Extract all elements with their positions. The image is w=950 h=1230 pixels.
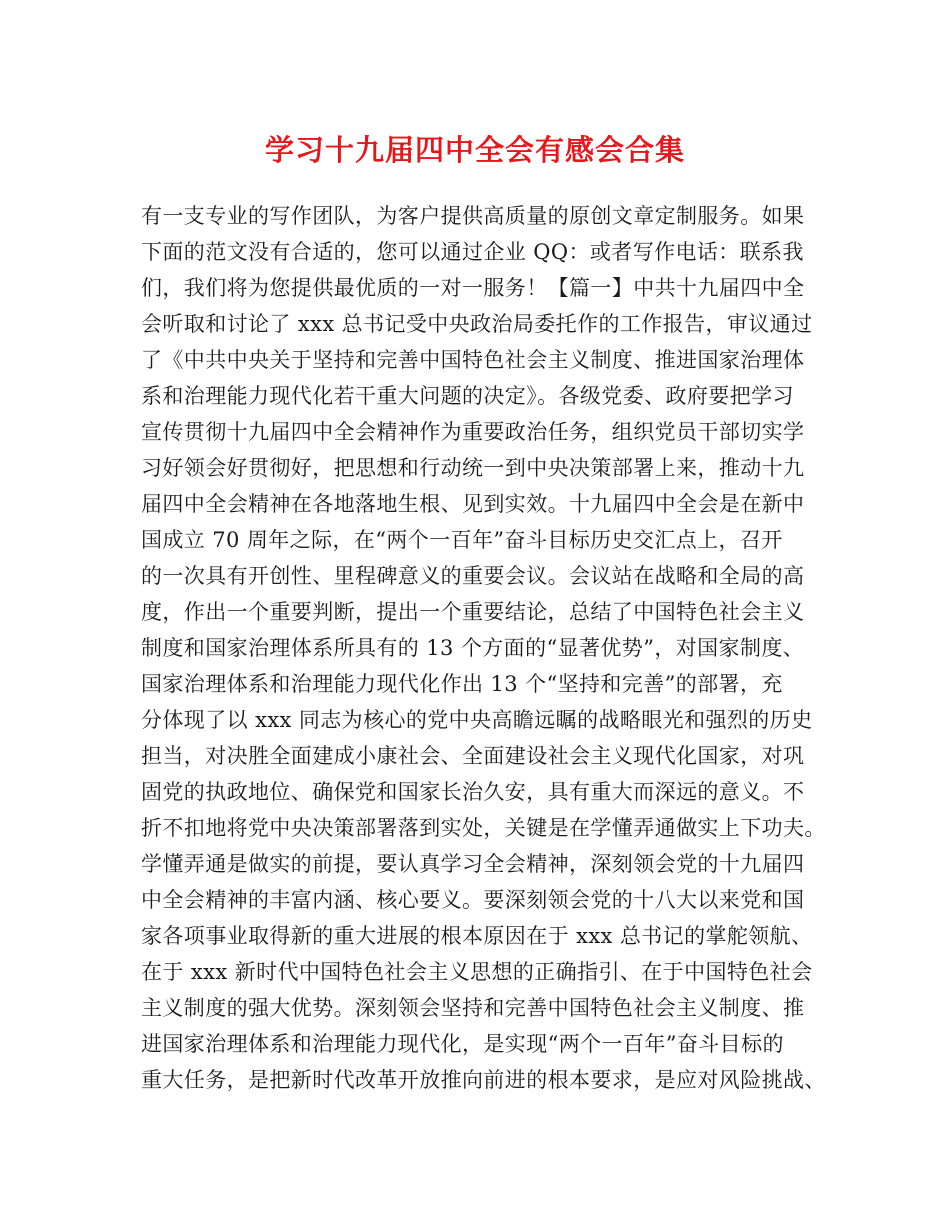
body-line: 有一支专业的写作团队，为客户提供高质量的原创文章定制服务。如果 — [141, 204, 805, 228]
body-line: 了《中共中央关于坚持和完善中国特色社会主义制度、推进国家治理体 — [141, 348, 805, 372]
body-line: 家各项事业取得新的重大进展的根本原因在于 xxx 总书记的掌舵领航、 — [141, 924, 813, 948]
body-line: 主义制度的强大优势。深刻领会坚持和完善中国特色社会主义制度、推 — [141, 996, 805, 1020]
body-line: 下面的范文没有合适的，您可以通过企业 QQ：或者写作电话：联系我 — [141, 240, 804, 264]
body-line: 制度和国家治理体系所具有的 13 个方面的“显著优势”，对国家制度、 — [141, 636, 805, 660]
body-line: 会听取和讨论了 xxx 总书记受中央政治局委托作的工作报告，审议通过 — [141, 312, 813, 336]
body-line: 固党的执政地位、确保党和国家长治久安，具有重大而深远的意义。不 — [141, 780, 805, 804]
body-line: 重大任务，是把新时代改革开放推向前进的根本要求，是应对风险挑战、 — [141, 1068, 826, 1092]
body-line: 分体现了以 xxx 同志为核心的党中央高瞻远瞩的战略眼光和强烈的历史 — [141, 708, 813, 732]
body-line: 宣传贯彻十九届四中全会精神作为重要政治任务，组织党员干部切实学 — [141, 420, 805, 444]
document-body — [141, 198, 831, 1098]
body-line: 们，我们将为您提供最优质的一对一服务！【篇一】中共十九届四中全 — [141, 276, 805, 300]
body-line: 担当，对决胜全面建成小康社会、全面建设社会主义现代化国家，对巩 — [141, 744, 805, 768]
body-line: 系和治理能力现代化若干重大问题的决定》。各级党委、政府要把学习 — [141, 384, 794, 408]
body-line: 学懂弄通是做实的前提，要认真学习全会精神，深刻领会党的十九届四 — [141, 852, 805, 876]
body-line: 习好领会好贯彻好，把思想和行动统一到中央决策部署上来，推动十九 — [141, 456, 805, 480]
body-line: 国家治理体系和治理能力现代化作出 13 个“坚持和完善”的部署，充 — [141, 672, 783, 696]
document-title: 学习十九届四中全会有感会合集 — [264, 133, 685, 167]
body-line: 中全会精神的丰富内涵、核心要义。要深刻领会党的十八大以来党和国 — [141, 888, 805, 912]
body-line: 度，作出一个重要判断，提出一个重要结论，总结了中国特色社会主义 — [141, 600, 805, 624]
body-line: 国成立 70 周年之际，在“两个一百年”奋斗目标历史交汇点上，召开 — [141, 528, 783, 552]
body-line: 届四中全会精神在各地落地生根、见到实效。十九届四中全会是在新中 — [141, 492, 805, 516]
body-line: 的一次具有开创性、里程碑意义的重要会议。会议站在战略和全局的高 — [141, 564, 805, 588]
body-line: 进国家治理体系和治理能力现代化，是实现“两个一百年”奋斗目标的 — [141, 1032, 784, 1056]
body-line: 在于 xxx 新时代中国特色社会主义思想的正确指引、在于中国特色社会 — [141, 960, 813, 984]
body-line: 折不扣地将党中央决策部署落到实处，关键是在学懂弄通做实上下功夫。 — [141, 816, 826, 840]
